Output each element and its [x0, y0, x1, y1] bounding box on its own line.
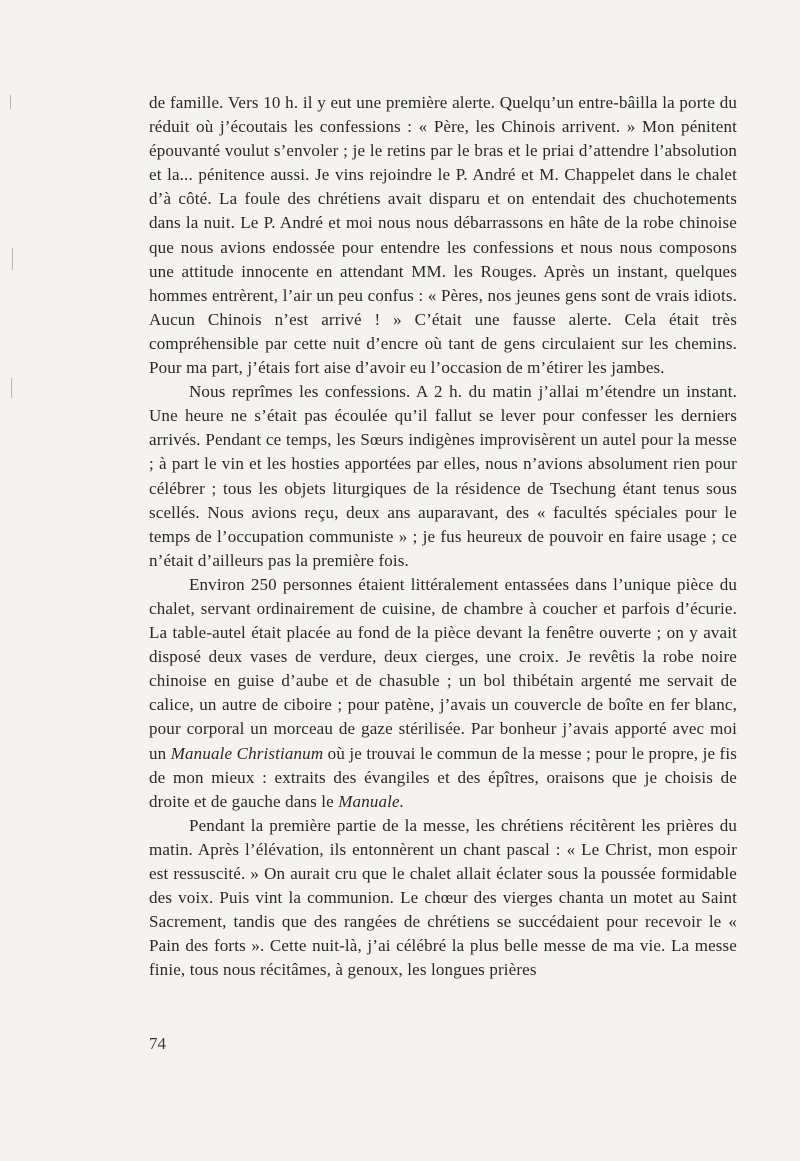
italic-title: Manuale. — [338, 791, 405, 811]
paragraph-text: où je trouvai le commun de la messe ; pour le propre, je fis de mon mieux : extraits des évangiles et des épîtres, oraisons que je choisis de droite et de gauche dans le — [149, 743, 738, 811]
paragraph — [149, 814, 737, 983]
paragraph — [149, 91, 737, 380]
paragraph-text: de famille. Vers 10 h. il y eut une première alerte. Quelqu’un entre-bâilla la porte du réduit où j’écoutais les confessions : « Père, les Chinois arrivent. » Mon pénitent épouvanté voulut s’envoler ; je le retins par le bras et le priai d’attendre l’absolution et la... pénitence aussi. Je vins rejoindre le P. André et M. Chappelet dans le chalet d’à côté. La foule des chrétiens avait disparu et on entendait des chuchotements dans la nuit. Le P. André et moi nous nous débarrassons en hâte de la robe chinoise que nous avions endossée pour entendre les confessions et nous nous composons une attitude innocente en attendant MM. les Rouges. Après un instant, quelques hommes entrèrent, l’air un peu confus : « Pères, nos jeunes gens sont de vrais idiots. Aucun Chinois n’est arrivé ! » C’était une fausse alerte. Cela était très compréhensible par cette nuit d’encre où tant de gens circulaient sur les chemins. Pour ma part, j’étais fort aise d’avoir eu l’occasion de m’étirer les jambes. — [149, 93, 737, 378]
scan-edge-mark — [12, 248, 13, 270]
page-number: 74 — [149, 1034, 166, 1053]
paragraph — [149, 380, 737, 573]
paragraph-text: Environ 250 personnes étaient littéralement entassées dans l’unique pièce du chalet, servant ordinairement de cuisine, de chambre à coucher et parfois d’écurie. La table-autel était placée au fond de la pièce devant la fenêtre ouverte ; on y avait disposé deux vases de verdure, deux cierges, une croix. Je revêtis la robe noire chinoise en guise d’aube et de chasuble ; un bol thibétain argenté me servait de calice, un autre de ciboire ; pour patène, j’avais un couvercle de boîte en fer blanc, pour corporal un morceau de gaze stérilisée. Par bonheur j’avais apporté avec moi un — [149, 574, 737, 763]
paragraph-text: Pendant la première partie de la messe, les chrétiens récitèrent les prières du matin. Après l’élévation, ils entonnèrent un chant pascal : « Le Christ, mon espoir est ressuscité. » On aurait cru que le chalet allait éclater sous la poussée formidable des voix. Puis vint la communion. Le chœur des vierges chanta un motet au Saint Sacrement, tandis que des rangées de chrétiens se succédaient pour recevoir le « Pain des forts ». Cette nuit-là, j’ai célébré la plus belle messe de ma vie. La messe finie, tous nous récitâmes, à genoux, les longues prières — [149, 815, 737, 980]
scan-edge-mark — [11, 378, 12, 398]
scan-edge-mark — [10, 95, 11, 109]
body-text — [149, 91, 737, 982]
paragraph-text: Nous reprîmes les confessions. A 2 h. du matin j’allai m’étendre un instant. Une heure ne s’était pas écoulée qu’il fallut se lever pour confesser les derniers arrivés. Pendant ce temps, les Sœurs indigènes improvisèrent un autel pour la messe ; à part le vin et les hosties apportées par elles, nous n’avions absolument rien pour célébrer ; tous les objets liturgiques de la résidence de Tsechung étant tenus sous scellés. Nous avions reçu, deux ans auparavant, des « facultés spéciales pour le temps de l’occupation communiste » ; je fus heureux de pouvoir en faire usage ; ce n’était d’ailleurs pas la première fois. — [149, 382, 737, 570]
italic-title: Manuale Christianum — [170, 743, 324, 763]
paragraph — [149, 573, 737, 814]
